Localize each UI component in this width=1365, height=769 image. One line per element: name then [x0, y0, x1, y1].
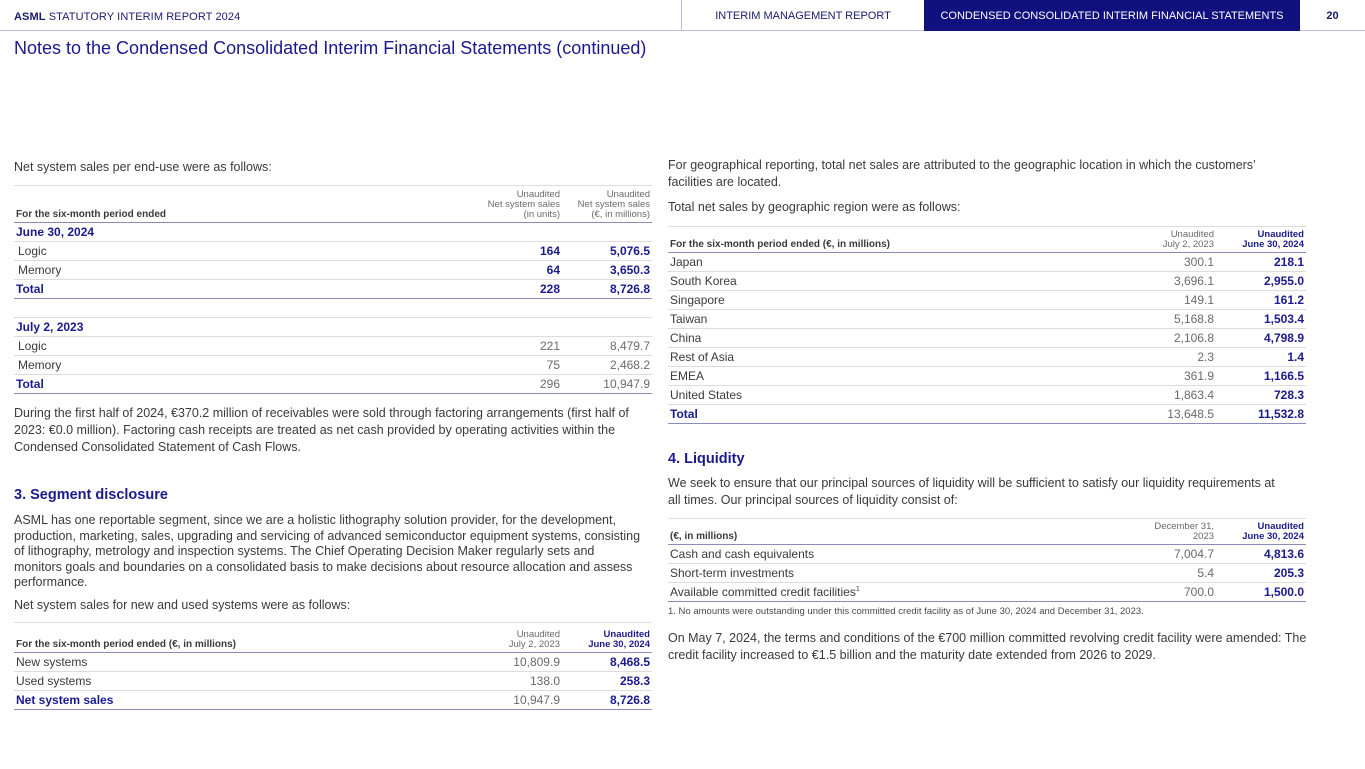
enduse-col-label: For the six-month period ended [14, 186, 472, 223]
footnote-marker[interactable]: 1 [855, 586, 860, 593]
table-row: Total 13,648.5 11,532.8 [668, 405, 1306, 424]
geo-col-2024: Unaudited June 30, 2024 [1216, 227, 1306, 253]
liquidity-col-2024: Unaudited June 30, 2024 [1216, 519, 1306, 545]
geo-table [668, 226, 1306, 424]
liquidity-col-label: (€, in millions) [668, 519, 1126, 545]
liquidity-paragraph: We seek to ensure that our principal sources of liquidity will be sufficient to satisfy our liquidity requirements at all times. Our principal sources of liquidity consist of: [668, 476, 1275, 507]
geo-col-label: For the six-month period ended (€, in millions) [668, 227, 1126, 253]
credit-facility-paragraph: On May 7, 2024, the terms and conditions of the €700 million committed revolving credit facility were amended: The credit facility increased to €1.5 billion and the maturity date extended from 2026 to 2029. [668, 631, 1307, 662]
geo-intro: For geographical reporting, total net sales are attributed to the geographic location in which the customers’ facilities are located. [668, 158, 1256, 189]
newused-intro: Net system sales for new and used systems were as follows: [14, 598, 351, 612]
liquidity-footnote: 1. No amounts were outstanding under this committed credit facility as of June 30, 2024 and December 31, 2023. [668, 606, 1144, 617]
report-title: STATUTORY INTERIM REPORT 2024 [45, 11, 241, 23]
newused-col-label: For the six-month period ended (€, in millions) [14, 623, 472, 653]
page-title: Notes to the Condensed Consolidated Interim Financial Statements (continued) [14, 38, 647, 58]
table-row: Used systems 138.0 258.3 [14, 672, 652, 691]
table-row: China 2,106.8 4,798.9 [668, 329, 1306, 348]
table-row: Memory 75 2,468.2 [14, 356, 652, 375]
geo-col-2023: Unaudited July 2, 2023 [1126, 227, 1216, 253]
newused-col-2023: Unaudited July 2, 2023 [472, 623, 562, 653]
table-row: Net system sales 10,947.9 8,726.8 [14, 691, 652, 710]
table-row: Short-term investments 5.4 205.3 [668, 564, 1306, 583]
table-row: Logic 221 8,479.7 [14, 337, 652, 356]
nav-condensed-statements[interactable]: CONDENSED CONSOLIDATED INTERIM FINANCIAL STATEMENTS [924, 0, 1300, 31]
liquidity-col-2023: December 31, 2023 [1126, 519, 1216, 545]
enduse-col-units: Unaudited Net system sales (in units) [472, 186, 562, 223]
table-row: Rest of Asia 2.3 1.4 [668, 348, 1306, 367]
table-row: Total 228 8,726.8 [14, 280, 652, 299]
report-brand[interactable] [14, 11, 240, 23]
factoring-paragraph: During the first half of 2024, €370.2 million of receivables were sold through factoring arrangements (first half of 2023: €0.0 million). Factoring cash receipts are treated as net cash provided by operating activities within the Condensed Consolidated Statement of Cash Flows. [14, 406, 629, 454]
table-row: Available committed credit facilities$^1$ 700.0 1,500.0 [668, 583, 1306, 602]
table-row: South Korea 3,696.1 2,955.0 [668, 272, 1306, 291]
nav-interim-management-report[interactable]: INTERIM MANAGEMENT REPORT [681, 0, 924, 31]
enduse-col-eur: Unaudited Net system sales (€, in millions) [562, 186, 652, 223]
table-row [14, 299, 652, 318]
table-row: Cash and cash equivalents 7,004.7 4,813.6 [668, 545, 1306, 564]
header-bar [0, 0, 1365, 31]
table-row: Total 296 10,947.9 [14, 375, 652, 394]
table-row: United States 1,863.4 728.3 [668, 386, 1306, 405]
newused-table [14, 622, 652, 710]
table-row: Logic 164 5,076.5 [14, 242, 652, 261]
liquidity-table [668, 518, 1306, 602]
table-row: Taiwan 5,168.8 1,503.4 [668, 310, 1306, 329]
table-row: June 30, 2024 [14, 223, 652, 242]
page-number: 20 [1326, 9, 1339, 22]
geo-intro-2: Total net sales by geographic region were as follows: [668, 200, 961, 214]
table-row: Singapore 149.1 161.2 [668, 291, 1306, 310]
table-row: Memory 64 3,650.3 [14, 261, 652, 280]
table-row: New systems 10,809.9 8,468.5 [14, 653, 652, 672]
table-row: EMEA 361.9 1,166.5 [668, 367, 1306, 386]
table-row: Japan 300.1 218.1 [668, 253, 1306, 272]
segment-heading: 3. Segment disclosure [14, 487, 168, 503]
segment-paragraph: ASML has one reportable segment, since we are a holistic lithography solution provider, for the development, production, marketing, sales, upgrading and servicing of advanced semiconductor equipment systems, consisting of lithography, metrology and inspection systems. The Chief Operating Decision Maker regularly sets and monitors goals and boundaries on a consolidated basis to make decisions about resource allocation and assess performance. [14, 513, 641, 589]
newused-col-2024: Unaudited June 30, 2024 [562, 623, 652, 653]
enduse-table [14, 185, 652, 394]
enduse-intro: Net system sales per end-use were as follows: [14, 160, 272, 174]
brand-name: ASML [14, 11, 46, 23]
liquidity-heading: 4. Liquidity [668, 451, 745, 467]
table-row: July 2, 2023 [14, 318, 652, 337]
